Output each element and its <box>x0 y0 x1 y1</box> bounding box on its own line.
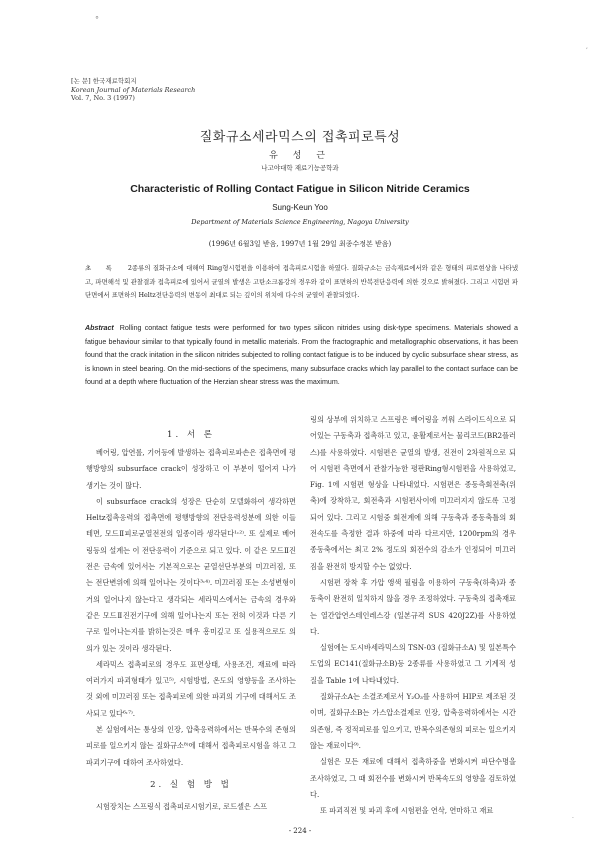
paragraph: 질화규소A는 소결조제로서 Y₂O₃를 사용하여 HIP로 제조된 것이며, 질화규소B는 가스압소결제로 인장, 압축응력하에서는 시간의존형, 즉 정적피로를 일으키고, 반복수의존형의 피로는 일으키지 않는 재료이다⁹⁾. <box>310 692 516 750</box>
author-korean: 유 성 근 <box>269 151 331 161</box>
paragraph: 시험장치는 스프링식 접촉피로시험기로, 로드셀은 스프 <box>96 802 268 812</box>
corner-mark: , <box>586 43 588 50</box>
journal-header <box>71 77 291 103</box>
journal-line-ko: [논 문] 한국재료학회지 <box>71 77 137 85</box>
corner-mark: · <box>572 815 574 822</box>
abstract-english-label: Abstract <box>85 324 114 332</box>
affiliation-english: Department of Materials Science Engineering, Nagoya University <box>191 218 409 226</box>
abstract-korean <box>85 262 518 303</box>
section-heading-method: 2. 실 험 방 법 <box>150 779 232 790</box>
abstract-english-text: Rolling contact fatigue tests were performed for two types silicon nitrides using disk-type specimens. Materials showed a fatigue behaviour similar to that typically found in metallic materials. From the fractographic and metallographic observations, it has been found that the crack initation in the silicon nitrides subjected to rolling contact fatigue is to be induced by cyclic subsurface shear stress, as is known in steel bearing. On the mid-sections of the specimens, many subsurface cracks which lay parallel to the contact surface can be found at a depth where fluctuation of the Herzian shear stress was the maximum. <box>85 324 518 387</box>
right-column <box>310 412 516 819</box>
paragraph: 베어링, 압연롤, 기어등에 발생하는 접촉피로파손은 접촉면에 평행방향의 subsurface crack이 성장하고 이 부분이 떨어져 나가 생기는 것이 많다. <box>86 448 296 490</box>
title-english: Characteristic of Rolling Contact Fatigue in Silicon Nitride Ceramics <box>130 183 470 195</box>
paragraph: 실험에는 도시바세라믹스의 TSN-03 (질화규소A) 및 일본특수도업의 EC141(질화규소B)등 2종류를 사용하였고 그 기계적 성질을 Table 1에 나타내었다. <box>310 643 516 685</box>
section-heading-intro: 1. 서 론 <box>167 430 215 440</box>
abstract-english <box>85 322 518 390</box>
paragraph: 링의 상부에 위치하고 스프링은 베어링을 끼워 스라이드식으로 되어있는 구동축과 접촉하고 있고, 윤활제로서는 물리코드(BR2플러스)를 사용하였다. 시험편은 균열의 발생, 진전이 2차원적으로 되어 시험편 측면에서 관찰가능한 평판Ring형시험편을 사용하였고, Fig. 1에 시험편 형상을 나타내었다. 시험편은 종동측회전축(위축)에 장착하고, 회전축과 시험편사이에 미끄러지지 않도록 고정되어 있다. 그리고 시험중 회전계에 의해 구동축과 종동축틀의 회전속도를 측정한 결과 하중에 따라 다르지만, 1200rpm의 경우 종동축에서는 최고 2% 정도의 회전수의 감소가 인정되어 미끄러짐을 완전히 방지할 수는 없었다. <box>310 415 516 571</box>
received-dates: (1996년 6월3일 받음, 1997년 1월 29일 최종수정본 받음) <box>208 240 392 248</box>
page-number: - 224 - <box>288 827 312 835</box>
corner-mark: ° <box>95 15 99 24</box>
journal-volume: Vol. 7, No. 3 (1997) <box>71 94 135 102</box>
paragraph: 본 실험에서는 통상의 인장, 압축응력하에서는 반복수의 존형의 피로를 일으키지 않는 질화규소⁸⁾에 대해서 접촉피로시험을 하고 그 파괴기구에 대하여 조사하였다. <box>86 725 296 767</box>
paragraph: 세라믹스 접촉피로의 경우도 표면상태, 사용조건, 재료에 따라 여러가지 파괴형태가 있고⁵⁾, 시험방법, 온도의 영향등을 조사하는 것 외에 미끄러짐 또는 접촉피로에 의한 파괴의 기구에 대해서도 조사되고 있다⁶˒⁷⁾. <box>86 659 296 718</box>
paragraph: 또 파괴직전 및 파괴 후에 시험편을 연삭, 연마하고 재료 <box>320 806 494 816</box>
abstract-korean-label: 초 록 <box>85 264 118 272</box>
paragraph: 이 subsurface crack의 성장은 단순히 모델화하여 생각하면 Heltz접촉응력의 접촉면에 평행방향의 전단응력성분에 의한 이들테면, 모드Ⅱ피로균열전전의 일종이라 생각된다¹˒²⁾. 또 실제로 베어링등의 설계는 이 전단응력이 기준으로 되고 있다. 이 같은 모드Ⅱ진전은 금속에 있어서는 기본적으로는 균열선단부분의 미끄러짐, 또는 전단변위에 의해 일어나는 것이다³˒⁴⁾. 미끄러짐 또는 소성변형이 거의 일어나지 않는다고 생각되는 세라믹스에서는 금속의 경우와 같은 모드Ⅱ진전기구에 의해 일어나는지 또는 전혀 이것과 다른 기구로 일어나는지를 밝히는것은 매우 흥미깊고 또 실용적으로도 의의가 있는 것이라 생각된다. <box>86 496 296 653</box>
left-column <box>86 445 296 816</box>
paragraph: 실험은 모든 재료에 대해서 접촉하중을 변화시켜 파단수명을 조사하였고, 그 때 회전수를 변화시켜 반복속도의 영향을 검토하였다. <box>310 757 516 799</box>
journal-line-en: Korean Journal of Materials Research <box>71 85 196 94</box>
author-english: Sung-Keun Yoo <box>272 203 328 212</box>
paragraph: 시험편 장착 후 가압 앵색 필림을 이용하여 구동축(하축)과 종동축이 완전히 일치하지 않을 경우 조정하였다. 구동축의 접촉재료는 열간압연스테인레스강 (일본규격 SUS 420J2Z)를 사용하였다. <box>310 577 516 636</box>
abstract-korean-text: 2종류의 질화규소에 대해여 Ring형시험편을 이용하여 접촉피로시험을 하였다. 질화규소는 금속재료에서와 같은 형태의 피로현상을 나타냈고, 파면해석 및 관찰결과 접촉피로에 있어서 균열의 발생은 고탄소크롬강의 경우와 같이 표면하의 반복전단응력에 의한 것으로 밝혀졌다. 그리고 시험편 파단면에서 표면하의 Heltz전단응력의 변동이 최대로 되는 깊이의 위치에 다수의 균열이 관찰되었다. <box>85 264 518 299</box>
title-korean: 질화규소세라믹스의 접촉피로특성 <box>199 130 401 145</box>
affiliation-korean: 나고야대학 재료기능공학과 <box>261 164 339 172</box>
